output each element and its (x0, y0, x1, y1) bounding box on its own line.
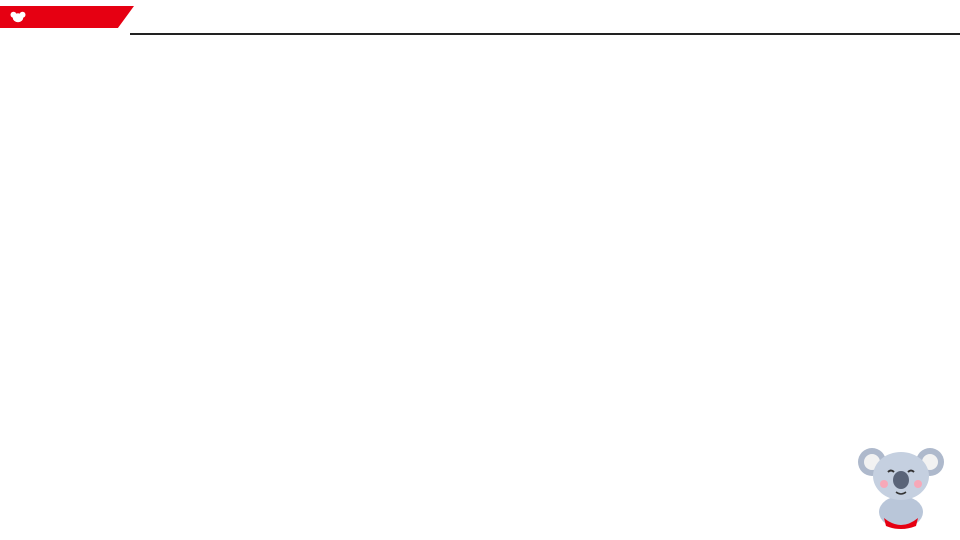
modal-verb-table (0, 36, 960, 540)
koala-mascot-icon (858, 440, 944, 530)
brand-badge (0, 6, 134, 28)
koala-heart-icon (10, 11, 26, 23)
title-underline (130, 33, 960, 35)
header (0, 0, 960, 36)
